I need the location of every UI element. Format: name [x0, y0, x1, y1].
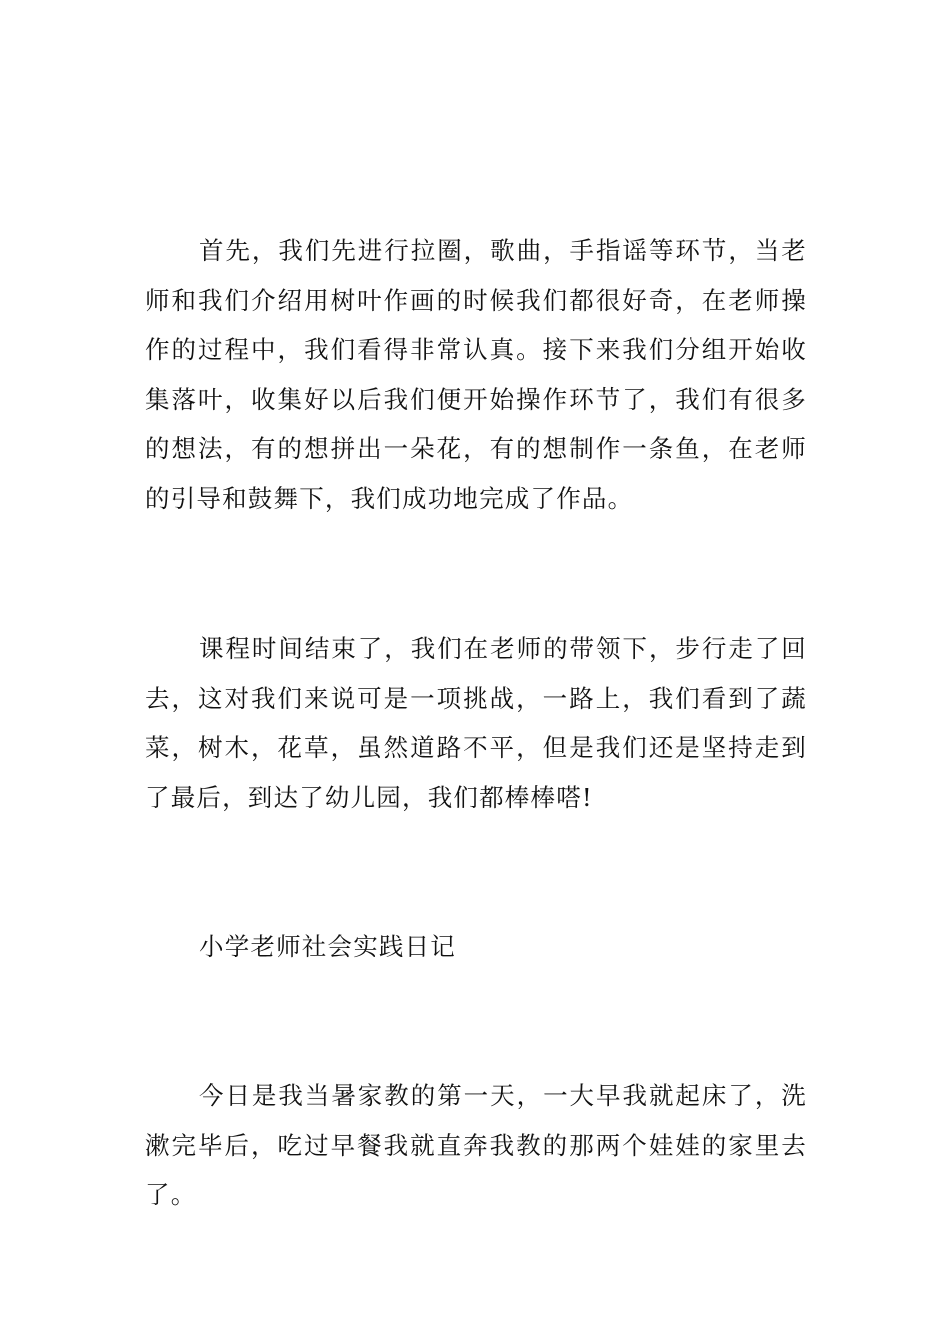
paragraph-walk-back: 课程时间结束了，我们在老师的带领下，步行走了回去，这对我们来说可是一项挑战，一路上，我们看到了蔬菜，树木，花草，虽然道路不平，但是我们还是坚持走到了最后，到达了幼儿园，我们都棒棒嗒! — [145, 634, 807, 812]
paragraph-activity: 首先，我们先进行拉圈，歌曲，手指谣等环节，当老师和我们介绍用树叶作画的时候我们都很好奇，在老师操作的过程中，我们看得非常认真。接下来我们分组开始收集落叶，收集好以后我们便开始操作环节了，我们有很多的想法，有的想拼出一朵花，有的想制作一条鱼，在老师的引导和鼓舞下，我们成功地完成了作品。 — [145, 236, 807, 513]
section-heading: 小学老师社会实践日记 — [199, 932, 456, 961]
paragraph-first-day: 今日是我当暑家教的第一天，一大早我就起床了，洗漱完毕后，吃过早餐我就直奔我教的那两个娃娃的家里去了。 — [145, 1081, 807, 1209]
